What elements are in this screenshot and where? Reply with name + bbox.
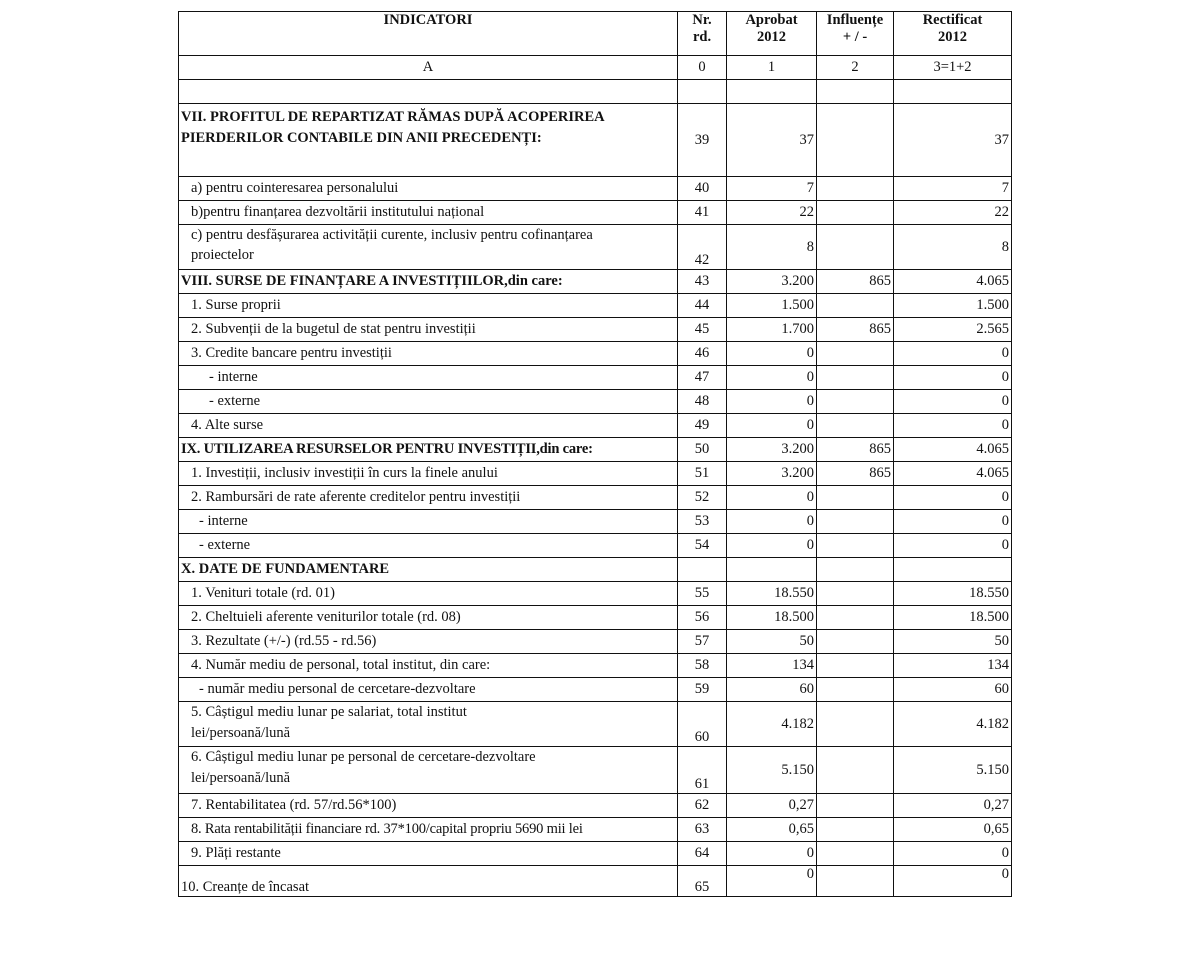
subheader-cell: 3=1+2	[894, 56, 1012, 80]
indicator-cell	[179, 747, 678, 794]
table-row	[179, 294, 1012, 318]
rectificat-cell: 0,27	[894, 794, 1012, 818]
rectificat-cell: 0	[894, 414, 1012, 438]
nr-cell: 58	[678, 654, 727, 678]
table-row	[179, 534, 1012, 558]
nr-cell: 63	[678, 818, 727, 842]
rectificat-cell: 7	[894, 177, 1012, 201]
indicator-cell: 9. Plăți restante	[179, 842, 678, 866]
aprobat-cell: 18.550	[727, 582, 817, 606]
indicator-text: 5. Câștigul mediu lunar pe salariat, total institut lei/persoană/lună	[191, 704, 467, 741]
rectificat-cell: 8	[894, 225, 1012, 270]
table-row	[179, 201, 1012, 225]
indicator-cell: 1. Venituri totale (rd. 01)	[179, 582, 678, 606]
nr-cell: 56	[678, 606, 727, 630]
nr-cell: 59	[678, 678, 727, 702]
influente-cell	[817, 104, 894, 177]
nr-cell: 65	[678, 866, 727, 897]
table-row	[179, 510, 1012, 534]
nr-cell: 49	[678, 414, 727, 438]
rectificat-cell: 22	[894, 201, 1012, 225]
influente-cell: 865	[817, 270, 894, 294]
indicator-cell: IX. UTILIZAREA RESURSELOR PENTRU INVESTIȚII,din care:	[179, 438, 678, 462]
influente-cell	[817, 630, 894, 654]
table-row	[179, 794, 1012, 818]
table-row	[179, 678, 1012, 702]
indicator-cell: - externe	[179, 534, 678, 558]
aprobat-cell: 7	[727, 177, 817, 201]
aprobat-cell: 3.200	[727, 438, 817, 462]
header-nr: Nr. rd.	[678, 12, 727, 56]
aprobat-cell: 37	[727, 104, 817, 177]
table-row	[179, 842, 1012, 866]
table-row	[179, 582, 1012, 606]
subheader-cell: 2	[817, 56, 894, 80]
nr-cell: 55	[678, 582, 727, 606]
influente-cell	[817, 414, 894, 438]
influente-cell	[817, 818, 894, 842]
indicator-cell: 1. Surse proprii	[179, 294, 678, 318]
nr-cell: 46	[678, 342, 727, 366]
indicator-cell	[179, 702, 678, 747]
nr-cell: 41	[678, 201, 727, 225]
rectificat-cell: 18.550	[894, 582, 1012, 606]
indicator-cell: - interne	[179, 366, 678, 390]
table-row	[179, 390, 1012, 414]
rectificat-cell: 4.065	[894, 270, 1012, 294]
influente-cell	[817, 294, 894, 318]
influente-cell	[817, 606, 894, 630]
influente-cell	[817, 842, 894, 866]
rectificat-cell	[894, 558, 1012, 582]
influente-cell	[817, 866, 894, 897]
aprobat-cell: 1.500	[727, 294, 817, 318]
influente-cell	[817, 702, 894, 747]
indicator-cell: - număr mediu personal de cercetare-dezvoltare	[179, 678, 678, 702]
header-indicatori: INDICATORI	[179, 12, 678, 56]
nr-cell: 44	[678, 294, 727, 318]
rectificat-cell: 0	[894, 342, 1012, 366]
nr-cell: 50	[678, 438, 727, 462]
aprobat-cell: 1.700	[727, 318, 817, 342]
aprobat-cell: 8	[727, 225, 817, 270]
table-row	[179, 225, 1012, 270]
subheader-cell: 1	[727, 56, 817, 80]
aprobat-cell: 0	[727, 342, 817, 366]
rectificat-cell: 5.150	[894, 747, 1012, 794]
nr-cell: 48	[678, 390, 727, 414]
nr-cell: 64	[678, 842, 727, 866]
rectificat-cell: 0	[894, 366, 1012, 390]
nr-cell: 57	[678, 630, 727, 654]
indicator-cell: - interne	[179, 510, 678, 534]
subheader-row	[179, 56, 1012, 80]
influente-cell: 865	[817, 438, 894, 462]
aprobat-cell: 3.200	[727, 462, 817, 486]
influente-cell	[817, 510, 894, 534]
aprobat-cell: 4.182	[727, 702, 817, 747]
nr-cell: 51	[678, 462, 727, 486]
aprobat-cell: 0	[727, 534, 817, 558]
nr-cell: 40	[678, 177, 727, 201]
aprobat-cell: 3.200	[727, 270, 817, 294]
aprobat-cell: 0	[727, 366, 817, 390]
aprobat-cell: 0	[727, 510, 817, 534]
influente-cell	[817, 747, 894, 794]
influente-cell: 865	[817, 462, 894, 486]
influente-cell	[817, 177, 894, 201]
indicator-cell: VII. PROFITUL DE REPARTIZAT RĂMAS DUPĂ ACOPERIREA PIERDERILOR CONTABILE DIN ANII PRECEDENȚI:	[179, 104, 678, 177]
aprobat-cell: 18.500	[727, 606, 817, 630]
indicator-cell: 3. Credite bancare pentru investiții	[179, 342, 678, 366]
influente-cell: 865	[817, 318, 894, 342]
table-row	[179, 438, 1012, 462]
indicator-cell: 8. Rata rentabilității financiare rd. 37*100/capital propriu 5690 mii lei	[179, 818, 678, 842]
rectificat-cell: 2.565	[894, 318, 1012, 342]
table-row	[179, 818, 1012, 842]
aprobat-cell	[727, 558, 817, 582]
rectificat-cell: 0	[894, 534, 1012, 558]
nr-cell: 43	[678, 270, 727, 294]
nr-cell	[678, 558, 727, 582]
influente-cell	[817, 201, 894, 225]
influente-cell	[817, 794, 894, 818]
table-row	[179, 630, 1012, 654]
influente-cell	[817, 390, 894, 414]
indicator-cell: 2. Subvenții de la bugetul de stat pentru investiții	[179, 318, 678, 342]
indicator-cell: 2. Rambursări de rate aferente creditelor pentru investiții	[179, 486, 678, 510]
rectificat-cell: 134	[894, 654, 1012, 678]
influente-cell	[817, 558, 894, 582]
influente-cell	[817, 486, 894, 510]
influente-cell	[817, 678, 894, 702]
subheader-cell: 0	[678, 56, 727, 80]
rectificat-cell: 37	[894, 104, 1012, 177]
indicator-cell: 2. Cheltuieli aferente veniturilor totale (rd. 08)	[179, 606, 678, 630]
indicator-cell: 3. Rezultate (+/-) (rd.55 - rd.56)	[179, 630, 678, 654]
influente-cell	[817, 225, 894, 270]
table-row	[179, 270, 1012, 294]
influente-cell	[817, 366, 894, 390]
rectificat-cell: 0,65	[894, 818, 1012, 842]
spacer-row	[179, 80, 1012, 104]
table-row	[179, 366, 1012, 390]
aprobat-cell: 50	[727, 630, 817, 654]
aprobat-cell: 0	[727, 486, 817, 510]
rectificat-cell: 1.500	[894, 294, 1012, 318]
indicator-cell: 4. Alte surse	[179, 414, 678, 438]
table-row	[179, 486, 1012, 510]
nr-cell: 62	[678, 794, 727, 818]
nr-cell: 39	[678, 104, 727, 177]
influente-cell	[817, 342, 894, 366]
table-row	[179, 342, 1012, 366]
table-row	[179, 462, 1012, 486]
nr-cell: 47	[678, 366, 727, 390]
rectificat-cell: 0	[894, 866, 1012, 897]
indicator-cell: 1. Investiții, inclusiv investiții în curs la finele anului	[179, 462, 678, 486]
nr-cell: 61	[678, 747, 727, 794]
table-row	[179, 104, 1012, 177]
table-row	[179, 177, 1012, 201]
indicator-cell: 10. Creanțe de încasat	[179, 866, 678, 897]
table-row	[179, 606, 1012, 630]
indicator-cell: - externe	[179, 390, 678, 414]
header-rectificat: Rectificat 2012	[894, 12, 1012, 56]
rectificat-cell: 18.500	[894, 606, 1012, 630]
indicator-text: 6. Câștigul mediu lunar pe personal de cercetare-dezvoltare lei/persoană/lună	[191, 749, 536, 786]
nr-cell: 42	[678, 225, 727, 270]
table-row	[179, 702, 1012, 747]
aprobat-cell: 0	[727, 390, 817, 414]
aprobat-cell: 5.150	[727, 747, 817, 794]
aprobat-cell: 0,27	[727, 794, 817, 818]
rectificat-cell: 60	[894, 678, 1012, 702]
nr-cell: 45	[678, 318, 727, 342]
rectificat-cell: 50	[894, 630, 1012, 654]
nr-cell: 53	[678, 510, 727, 534]
aprobat-cell: 0,65	[727, 818, 817, 842]
aprobat-cell: 0	[727, 842, 817, 866]
indicator-cell: VIII. SURSE DE FINANȚARE A INVESTIȚIILOR,din care:	[179, 270, 678, 294]
table-row	[179, 414, 1012, 438]
budget-table	[178, 11, 1012, 897]
rectificat-cell: 0	[894, 390, 1012, 414]
indicator-text: c) pentru desfășurarea activității curente, inclusiv pentru cofinanțarea proiectelor	[191, 227, 593, 263]
rectificat-cell: 4.182	[894, 702, 1012, 747]
aprobat-cell: 0	[727, 414, 817, 438]
indicator-cell: a) pentru cointeresarea personalului	[179, 177, 678, 201]
indicator-cell: 4. Număr mediu de personal, total institut, din care:	[179, 654, 678, 678]
table-row	[179, 866, 1012, 897]
aprobat-cell: 60	[727, 678, 817, 702]
aprobat-cell: 0	[727, 866, 817, 897]
nr-cell: 60	[678, 702, 727, 747]
influente-cell	[817, 534, 894, 558]
influente-cell	[817, 654, 894, 678]
header-row	[179, 12, 1012, 56]
subheader-cell: A	[179, 56, 678, 80]
nr-cell: 52	[678, 486, 727, 510]
table-row	[179, 654, 1012, 678]
indicator-cell: b)pentru finanțarea dezvoltării institutului național	[179, 201, 678, 225]
header-influente: Influențe + / -	[817, 12, 894, 56]
rectificat-cell: 0	[894, 486, 1012, 510]
table-row	[179, 558, 1012, 582]
rectificat-cell: 0	[894, 842, 1012, 866]
nr-cell: 54	[678, 534, 727, 558]
section-title: X. DATE DE FUNDAMENTARE	[179, 558, 678, 582]
indicator-cell	[179, 225, 678, 270]
table-row	[179, 318, 1012, 342]
rectificat-cell: 4.065	[894, 462, 1012, 486]
aprobat-cell: 22	[727, 201, 817, 225]
table-row	[179, 747, 1012, 794]
rectificat-cell: 4.065	[894, 438, 1012, 462]
aprobat-cell: 134	[727, 654, 817, 678]
header-aprobat: Aprobat 2012	[727, 12, 817, 56]
indicator-cell: 7. Rentabilitatea (rd. 57/rd.56*100)	[179, 794, 678, 818]
influente-cell	[817, 582, 894, 606]
rectificat-cell: 0	[894, 510, 1012, 534]
